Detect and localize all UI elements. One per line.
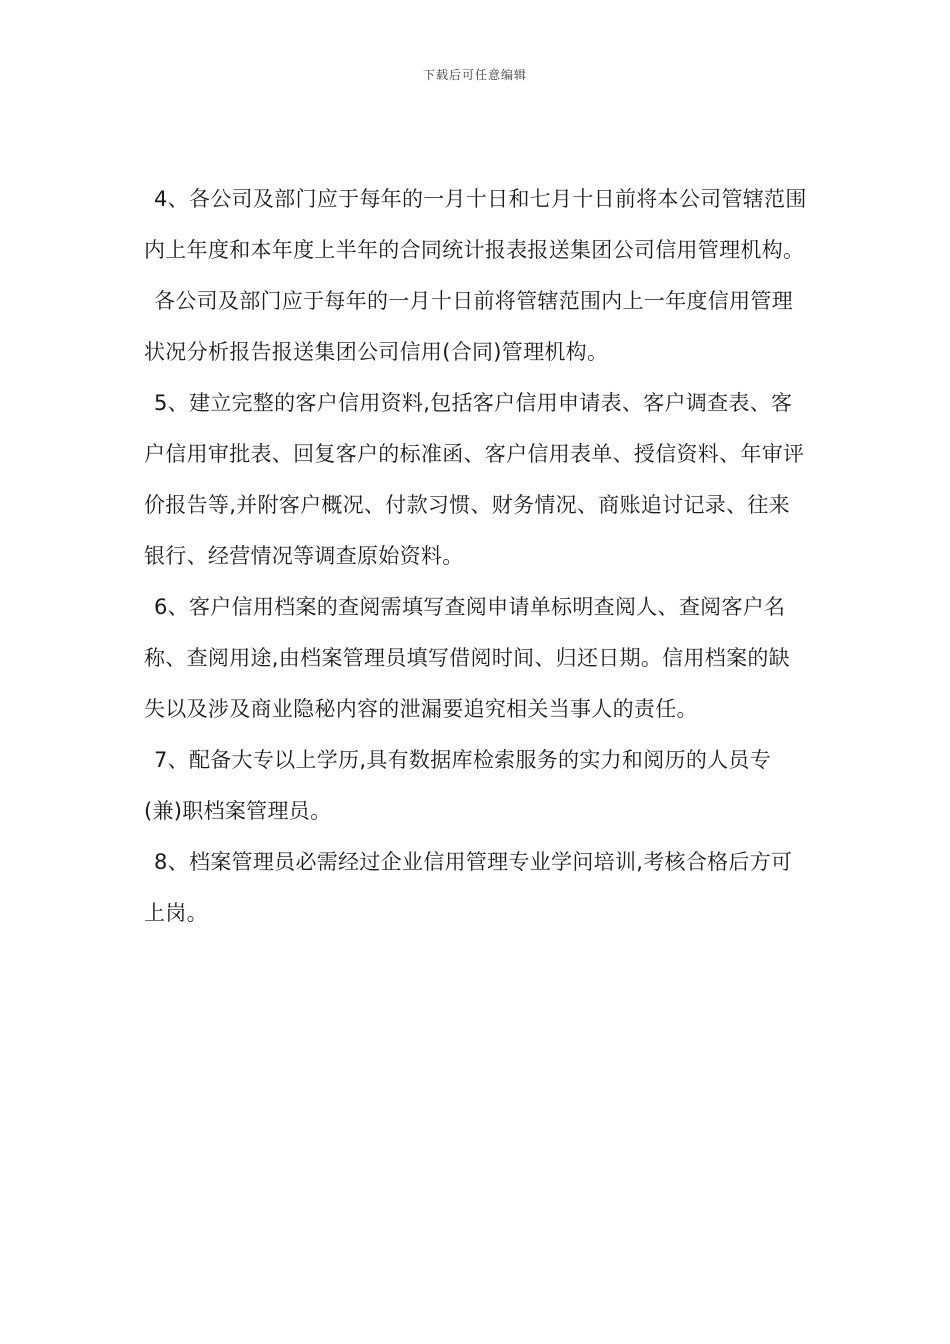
paragraph-item-4: 4、各公司及部门应于每年的一月十日和七月十日前将本公司管辖范围内上年度和本年度上半年的合同统计报表报送集团公司信用管理机构。: [144, 187, 807, 262]
document-body: [144, 174, 808, 939]
paragraph-item-6: 6、客户信用档案的查阅需填写查阅申请单标明查阅人、查阅客户名称、查阅用途,由档案管理员填写借阅时间、归还日期。信用档案的缺失以及涉及商业隐秘内容的泄漏要追究相关当事人的责任。: [144, 595, 790, 721]
paragraph-item-5: 5、建立完整的客户信用资料,包括客户信用申请表、客户调查表、客户信用审批表、回复客户的标准函、客户信用表单、授信资料、年审评价报告等,并附客户概况、付款习惯、财务情况、商账追讨记录、往来银行、经营情况等调查原始资料。: [144, 391, 805, 568]
paragraph-item-7: 7、配备大专以上学历,具有数据库检索服务的实力和阅历的人员专(兼)职档案管理员。: [144, 748, 772, 823]
paragraph-annual-report: 各公司及部门应于每年的一月十日前将管辖范围内上一年度信用管理状况分析报告报送集团公司信用(合同)管理机构。: [144, 289, 793, 364]
page-header: 下载后可任意编辑: [422, 68, 527, 82]
paragraph-item-8: 8、档案管理员必需经过企业信用管理专业学问培训,考核合格后方可上岗。: [144, 850, 793, 925]
